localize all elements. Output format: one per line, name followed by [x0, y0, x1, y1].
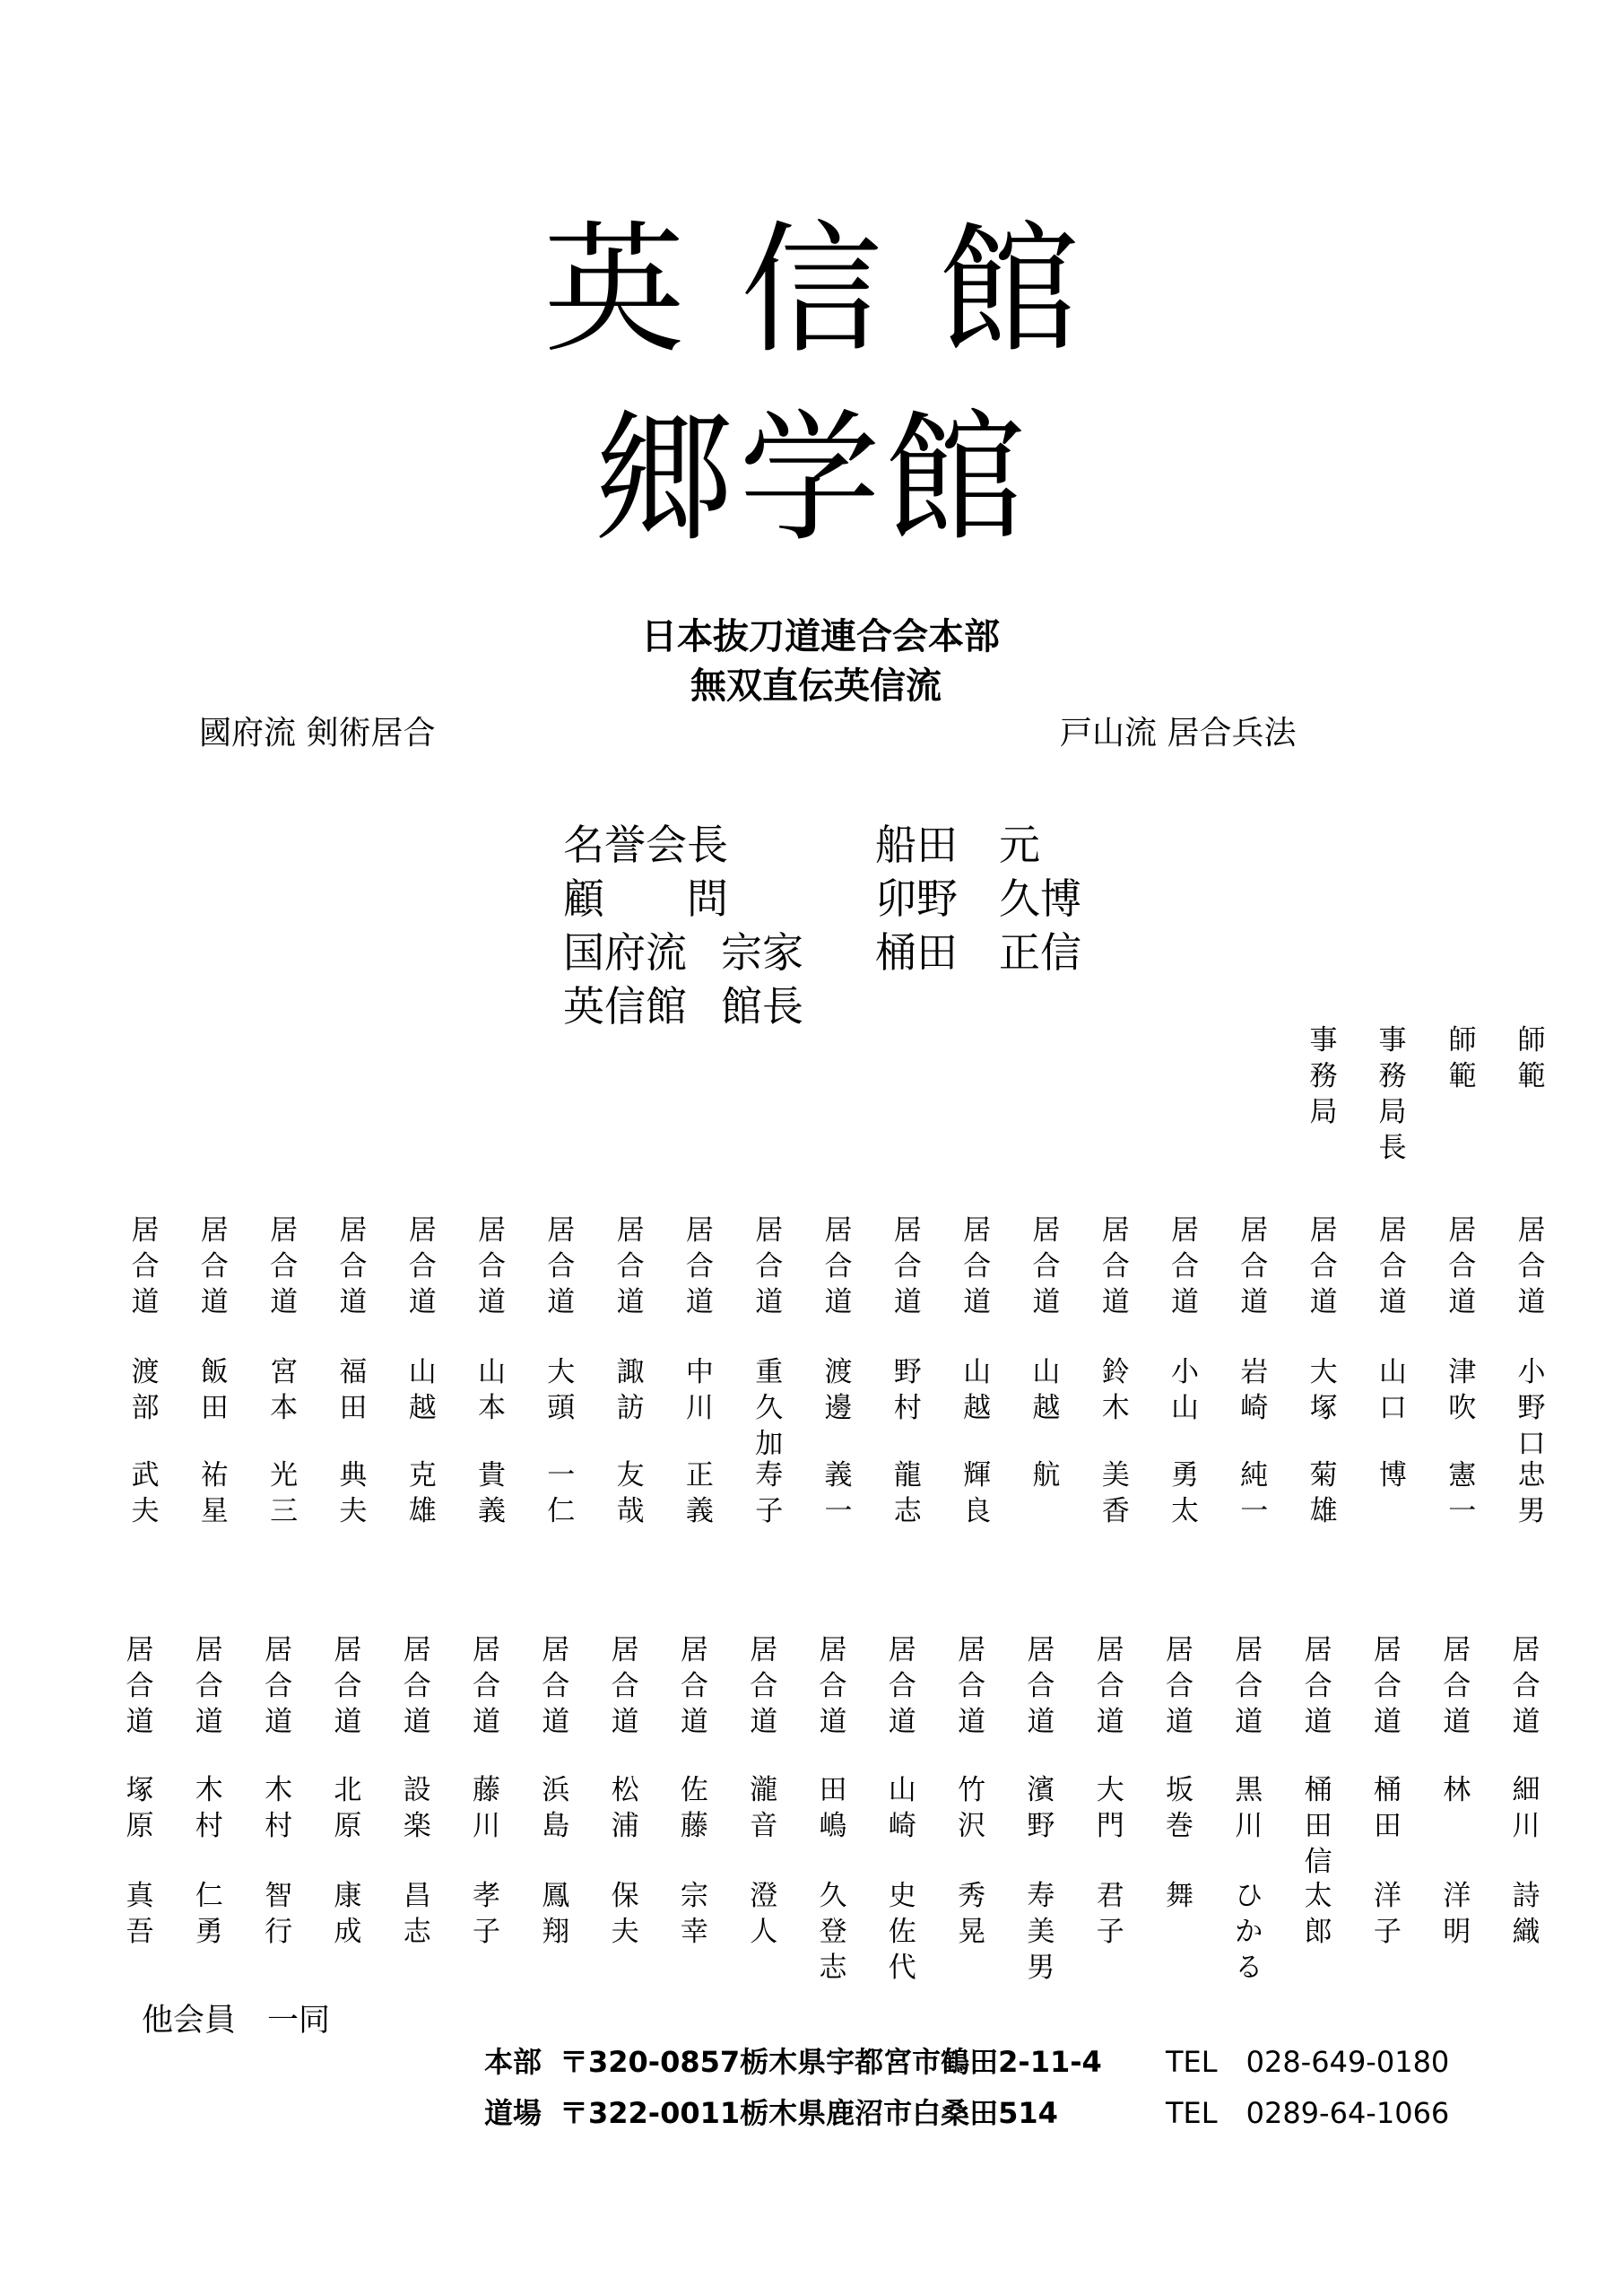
member-family-name: 中 川 — [685, 1356, 714, 1424]
discipline-label: 居 合 道 — [819, 1634, 847, 1738]
discipline-label: 居 合 道 — [270, 1214, 299, 1318]
officer-role: 英信館 — [563, 982, 687, 1031]
member-given-name: 智 行 — [265, 1880, 293, 1948]
member-given-name: 寿 子 — [755, 1459, 784, 1527]
member-given-name: ひ か る — [1235, 1880, 1263, 1984]
phone-number: TEL 0289-64-1066 — [1166, 2096, 1450, 2130]
member-given-name: 貴 義 — [478, 1459, 506, 1527]
member-given-name: 美 香 — [1101, 1459, 1130, 1527]
member-family-name: 山 崎 — [888, 1774, 916, 1842]
address-dojo — [484, 2096, 1450, 2130]
discipline-label: 居 合 道 — [131, 1214, 160, 1318]
member-family-name: 浜 島 — [542, 1774, 570, 1842]
member-given-name: 武 夫 — [131, 1459, 160, 1527]
discipline-label: 居 合 道 — [473, 1634, 500, 1738]
discipline-label: 居 合 道 — [542, 1634, 570, 1738]
discipline-label: 居 合 道 — [1512, 1634, 1541, 1738]
member-given-name: 博 — [1378, 1459, 1407, 1492]
member-family-name: 大 塚 — [1309, 1356, 1338, 1424]
staff-title: 師 範 — [1517, 1024, 1546, 1092]
discipline-label: 居 合 道 — [547, 1214, 576, 1318]
school-left: 國府流 剣術居合 — [199, 715, 436, 752]
discipline-label: 居 合 道 — [616, 1214, 645, 1318]
officers-list — [563, 818, 1081, 1033]
discipline-label: 居 合 道 — [1171, 1214, 1199, 1318]
member-given-name: 舞 — [1166, 1880, 1193, 1912]
discipline-label: 居 合 道 — [963, 1214, 992, 1318]
member-family-name: 木 村 — [265, 1774, 293, 1842]
discipline-label: 居 合 道 — [1101, 1214, 1130, 1318]
officer-name: 卯野 久博 — [875, 874, 1081, 923]
address-label: 道場 — [484, 2096, 542, 2130]
officer-row — [563, 872, 1081, 926]
member-given-name: 龍 志 — [893, 1459, 922, 1527]
member-given-name: 真 吾 — [126, 1880, 154, 1948]
member-family-name: 山 越 — [1032, 1356, 1061, 1424]
discipline-label: 居 合 道 — [888, 1634, 916, 1738]
address-text: 〒320-0857栃木県宇都宮市鶴田2-11-4 — [560, 2045, 1102, 2079]
member-family-name: 渡 邊 — [824, 1356, 853, 1424]
discipline-label: 居 合 道 — [403, 1634, 431, 1738]
discipline-label: 居 合 道 — [1443, 1634, 1471, 1738]
phone-number: TEL 028-649-0180 — [1166, 2045, 1450, 2079]
member-family-name: 津 吹 — [1448, 1356, 1477, 1424]
member-family-name: 小 野 口 — [1517, 1356, 1546, 1460]
officer-role: 国府流 — [563, 928, 687, 977]
officer-title: 館長 — [721, 982, 803, 1031]
member-given-name: 光 三 — [270, 1459, 299, 1527]
dojo-name-secondary: 郷学館 — [594, 396, 1029, 561]
school-style-name: 無双直伝英信流 — [690, 665, 942, 707]
member-family-name: 福 田 — [339, 1356, 368, 1424]
discipline-label: 居 合 道 — [1096, 1634, 1124, 1738]
discipline-label: 居 合 道 — [1240, 1214, 1269, 1318]
member-family-name: 大 門 — [1096, 1774, 1124, 1842]
member-family-name: 桶 田 信 — [1304, 1774, 1332, 1878]
discipline-label: 居 合 道 — [478, 1214, 506, 1318]
discipline-label: 居 合 道 — [1517, 1214, 1546, 1318]
member-given-name: 典 夫 — [339, 1459, 368, 1527]
member-given-name: 秀 晃 — [958, 1880, 986, 1948]
member-family-name: 濱 野 — [1027, 1774, 1055, 1842]
staff-title: 事 務 局 — [1309, 1024, 1338, 1128]
officer-row — [563, 926, 1081, 979]
member-given-name: 洋 子 — [1373, 1880, 1402, 1948]
other-members-note: 他会員 一同 — [142, 2003, 331, 2039]
member-given-name: 太 郎 — [1304, 1880, 1332, 1948]
member-family-name: 細 川 — [1512, 1774, 1541, 1842]
member-given-name: 洋 明 — [1443, 1880, 1471, 1948]
discipline-label: 居 合 道 — [750, 1634, 778, 1738]
member-family-name: 山 本 — [478, 1356, 506, 1424]
member-family-name: 北 原 — [334, 1774, 362, 1842]
discipline-label: 居 合 道 — [1166, 1634, 1193, 1738]
member-given-name: 義 一 — [824, 1459, 853, 1527]
member-given-name: 史 佐 代 — [888, 1880, 916, 1984]
member-family-name: 木 村 — [195, 1774, 223, 1842]
member-family-name: 山 口 — [1378, 1356, 1407, 1424]
member-family-name: 大 頭 — [547, 1356, 576, 1424]
member-given-name: 友 哉 — [616, 1459, 645, 1527]
officer-role: 顧 問 — [563, 874, 728, 923]
staff-title: 事 務 局 長 — [1378, 1024, 1407, 1164]
discipline-label: 居 合 道 — [958, 1634, 986, 1738]
member-given-name: 仁 勇 — [195, 1880, 223, 1948]
member-family-name: 重 久 加 — [755, 1356, 784, 1460]
member-given-name: 君 子 — [1096, 1880, 1124, 1948]
discipline-label: 居 合 道 — [1032, 1214, 1061, 1318]
member-given-name: 航 — [1032, 1459, 1061, 1492]
member-family-name: 渡 部 — [131, 1356, 160, 1424]
member-given-name: 勇 太 — [1171, 1459, 1199, 1527]
officer-title: 宗家 — [721, 928, 803, 977]
discipline-label: 居 合 道 — [1373, 1634, 1402, 1738]
discipline-label: 居 合 道 — [1378, 1214, 1407, 1318]
member-given-name: 祐 星 — [200, 1459, 229, 1527]
member-family-name: 小 山 — [1171, 1356, 1199, 1424]
discipline-label: 居 合 道 — [200, 1214, 229, 1318]
member-family-name: 諏 訪 — [616, 1356, 645, 1424]
discipline-label: 居 合 道 — [680, 1634, 708, 1738]
address-label: 本部 — [484, 2045, 542, 2079]
member-family-name: 藤 川 — [473, 1774, 500, 1842]
discipline-label: 居 合 道 — [265, 1634, 293, 1738]
member-family-name: 坂 巻 — [1166, 1774, 1193, 1842]
address-text: 〒322-0011栃木県鹿沼市白桑田514 — [560, 2096, 1058, 2130]
federation-name: 日本抜刀道連合会本部 — [641, 616, 1000, 657]
discipline-label: 居 合 道 — [334, 1634, 362, 1738]
member-family-name: 竹 沢 — [958, 1774, 986, 1842]
discipline-label: 居 合 道 — [611, 1634, 639, 1738]
member-given-name: 宗 幸 — [680, 1880, 708, 1948]
discipline-label: 居 合 道 — [195, 1634, 223, 1738]
discipline-label: 居 合 道 — [126, 1634, 154, 1738]
discipline-label: 居 合 道 — [685, 1214, 714, 1318]
member-given-name: 保 夫 — [611, 1880, 639, 1948]
member-given-name: 忠 男 — [1517, 1459, 1546, 1527]
member-given-name: 正 義 — [685, 1459, 714, 1527]
member-family-name: 田 嶋 — [819, 1774, 847, 1842]
member-family-name: 松 浦 — [611, 1774, 639, 1842]
discipline-label: 居 合 道 — [1027, 1634, 1055, 1738]
address-headquarters — [484, 2045, 1450, 2079]
member-family-name: 飯 田 — [200, 1356, 229, 1424]
member-given-name: 純 一 — [1240, 1459, 1269, 1527]
member-family-name: 黒 川 — [1235, 1774, 1263, 1842]
member-family-name: 瀧 音 — [750, 1774, 778, 1842]
discipline-label: 居 合 道 — [824, 1214, 853, 1318]
discipline-label: 居 合 道 — [893, 1214, 922, 1318]
member-family-name: 塚 原 — [126, 1774, 154, 1842]
member-given-name: 克 雄 — [408, 1459, 437, 1527]
member-given-name: 久 登 志 — [819, 1880, 847, 1984]
discipline-label: 居 合 道 — [1235, 1634, 1263, 1738]
member-given-name: 孝 子 — [473, 1880, 500, 1948]
member-given-name: 憲 一 — [1448, 1459, 1477, 1527]
staff-title: 師 範 — [1448, 1024, 1477, 1092]
officer-name: 船田 元 — [875, 821, 1040, 869]
member-family-name: 林 — [1443, 1774, 1471, 1806]
discipline-label: 居 合 道 — [1448, 1214, 1477, 1318]
member-family-name: 岩 崎 — [1240, 1356, 1269, 1424]
member-family-name: 山 越 — [408, 1356, 437, 1424]
member-given-name: 鳳 翔 — [542, 1880, 570, 1948]
member-family-name: 佐 藤 — [680, 1774, 708, 1842]
member-given-name: 一 仁 — [547, 1459, 576, 1527]
discipline-label: 居 合 道 — [755, 1214, 784, 1318]
member-family-name: 野 村 — [893, 1356, 922, 1424]
member-family-name: 山 越 — [963, 1356, 992, 1424]
discipline-label: 居 合 道 — [408, 1214, 437, 1318]
dojo-name-primary: 英信館 — [543, 208, 1135, 373]
member-family-name: 鈴 木 — [1101, 1356, 1130, 1424]
discipline-label: 居 合 道 — [339, 1214, 368, 1318]
officer-row — [563, 979, 1081, 1033]
member-given-name: 澄 人 — [750, 1880, 778, 1948]
member-given-name: 詩 織 — [1512, 1880, 1541, 1948]
member-family-name: 宮 本 — [270, 1356, 299, 1424]
member-given-name: 菊 雄 — [1309, 1459, 1338, 1527]
member-given-name: 康 成 — [334, 1880, 362, 1948]
member-family-name: 桶 田 — [1373, 1774, 1402, 1842]
officer-role: 名誉会長 — [563, 821, 728, 869]
officer-name: 桶田 正信 — [875, 928, 1081, 977]
discipline-label: 居 合 道 — [1309, 1214, 1338, 1318]
discipline-label: 居 合 道 — [1304, 1634, 1332, 1738]
member-family-name: 設 楽 — [403, 1774, 431, 1842]
member-given-name: 寿 美 男 — [1027, 1880, 1055, 1984]
member-given-name: 輝 良 — [963, 1459, 992, 1527]
officer-row — [563, 818, 1081, 872]
member-given-name: 昌 志 — [403, 1880, 431, 1948]
school-right: 戸山流 居合兵法 — [1060, 715, 1297, 752]
